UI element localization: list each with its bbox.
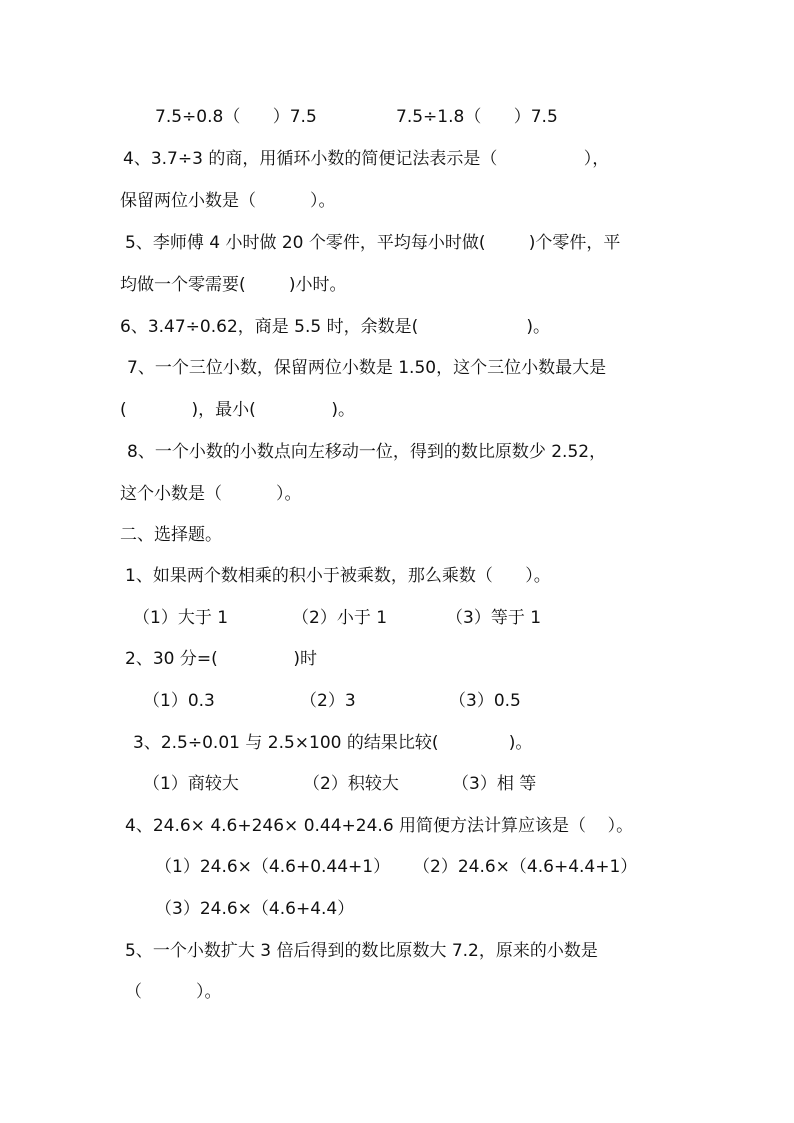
choice-3-option-2: （2）积较大 — [303, 774, 399, 794]
section-heading-choice: 二、选择题。 — [120, 525, 222, 545]
choice-question-4: 4、24.6× 4.6+246× 0.44+24.6 用简便方法计算应该是（ ）。 — [125, 816, 634, 836]
choice-2-option-3: （3）0.5 — [449, 691, 521, 711]
compare-item-1: 7.5÷0.8（ ）7.5 — [155, 107, 317, 127]
choice-question-5-continued: （ ）。 — [125, 982, 222, 1002]
question-7-continued: ( )，最小( )。 — [120, 400, 356, 420]
choice-question-3: 3、2.5÷0.01 与 2.5×100 的结果比较( )。 — [133, 733, 533, 753]
choice-2-option-1: （1）0.3 — [143, 691, 215, 711]
question-8-continued: 这个小数是（ ）。 — [120, 484, 302, 504]
question-4-continued: 保留两位小数是（ ）。 — [120, 191, 336, 211]
choice-2-option-2: （2）3 — [300, 691, 356, 711]
question-4: 4、3.7÷3 的商，用循环小数的简便记法表示是（ ）， — [123, 149, 610, 169]
choice-4-option-3: （3）24.6×（4.6+4.4） — [155, 899, 355, 919]
compare-item-2: 7.5÷1.8（ ）7.5 — [396, 107, 558, 127]
question-8: 8、一个小数的小数点向左移动一位，得到的数比原数少 2.52， — [127, 442, 607, 462]
choice-question-1: 1、如果两个数相乘的积小于被乘数，那么乘数（ ）。 — [125, 566, 551, 586]
choice-3-option-3: （3）相 等 — [452, 774, 537, 794]
choice-1-option-1: （1）大于 1 — [133, 608, 229, 628]
choice-4-option-2: （2）24.6×（4.6+4.4+1） — [413, 857, 638, 877]
question-6: 6、3.47÷0.62，商是 5.5 时，余数是( )。 — [120, 317, 550, 337]
question-5: 5、李师傅 4 小时做 20 个零件，平均每小时做( )个零件，平 — [125, 233, 621, 253]
choice-1-option-3: （3）等于 1 — [446, 608, 542, 628]
choice-question-5: 5、一个小数扩大 3 倍后得到的数比原数大 7.2，原来的小数是 — [125, 941, 598, 961]
question-5-continued: 均做一个零需要( )小时。 — [120, 275, 347, 295]
choice-question-2: 2、30 分=( )时 — [125, 649, 318, 669]
choice-4-option-1: （1）24.6×（4.6+0.44+1） — [155, 857, 391, 877]
choice-1-option-2: （2）小于 1 — [292, 608, 388, 628]
choice-3-option-1: （1）商较大 — [143, 774, 239, 794]
question-7: 7、一个三位小数，保留两位小数是 1.50，这个三位小数最大是 — [127, 358, 607, 378]
